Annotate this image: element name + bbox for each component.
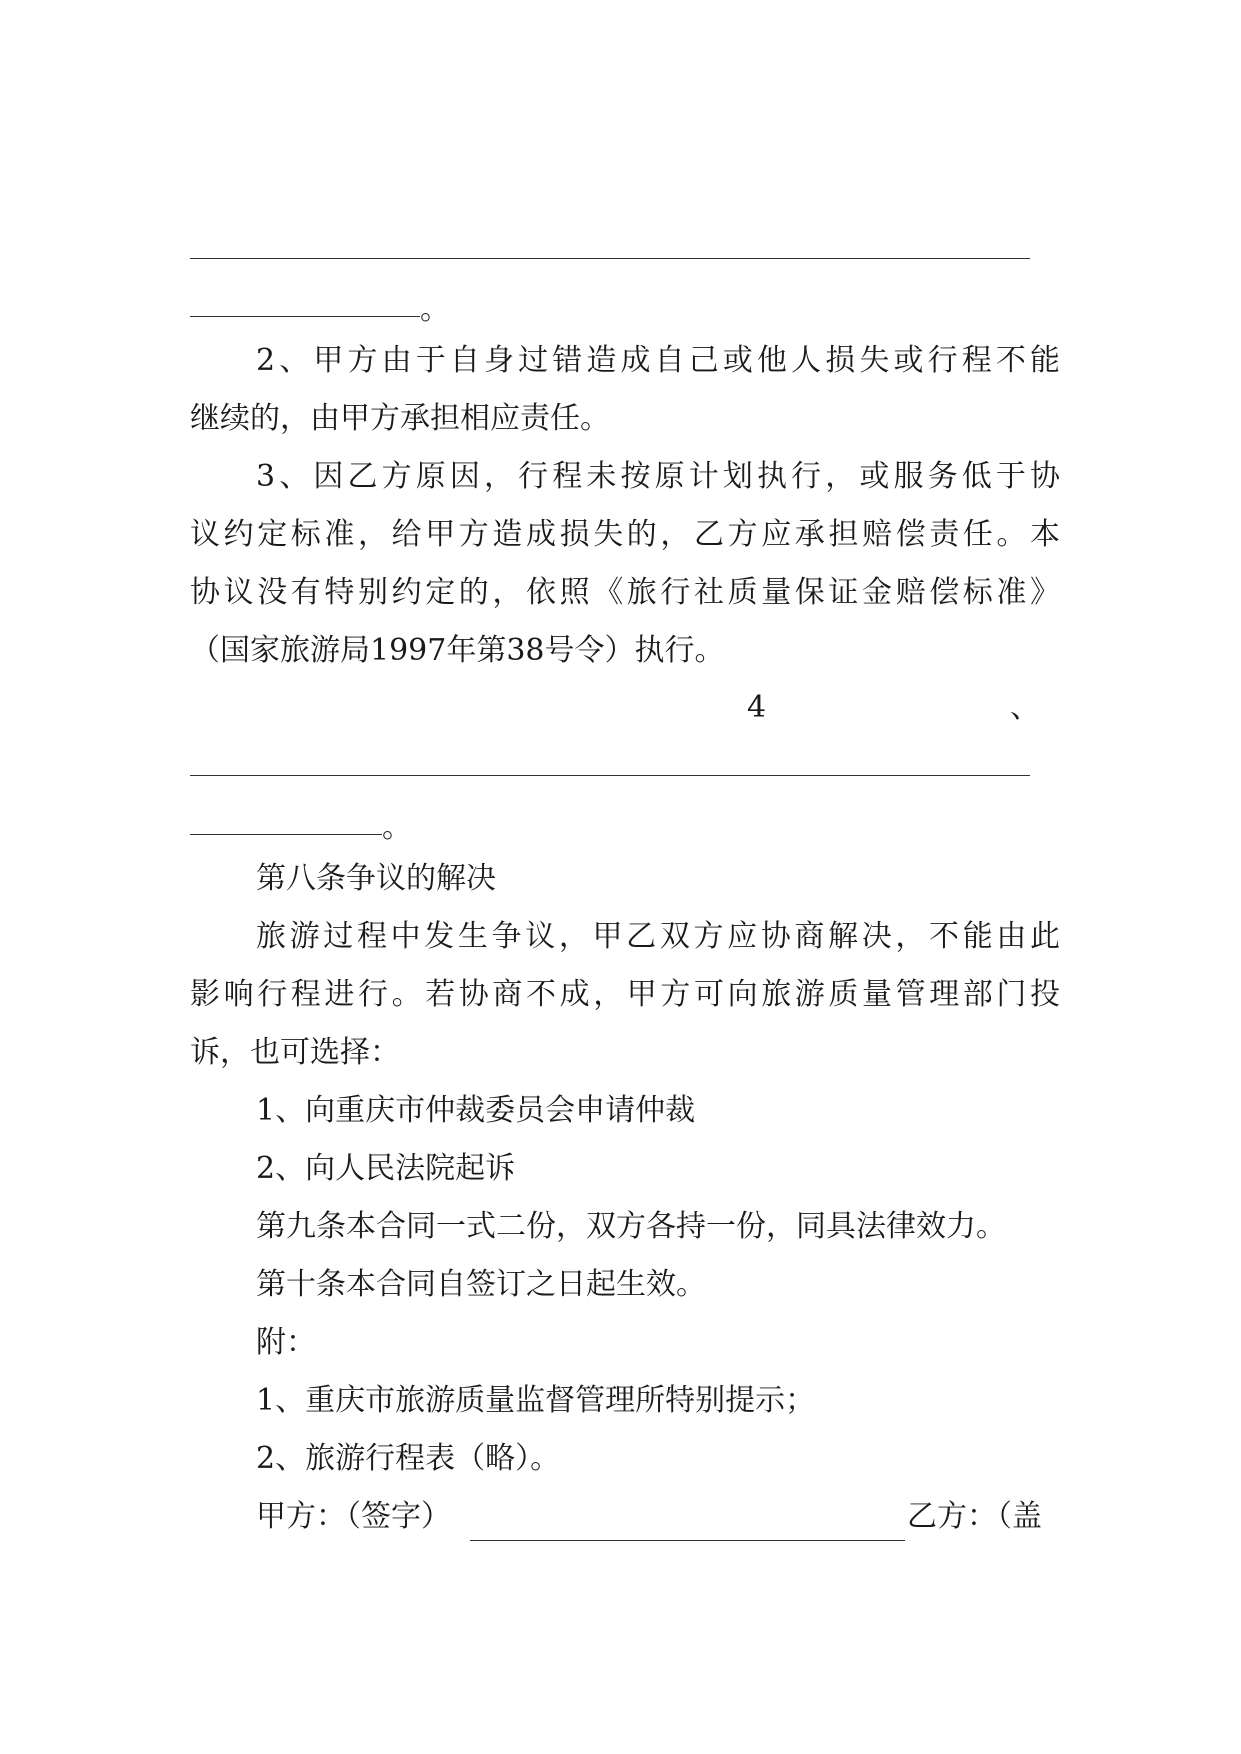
article8-line2: 影响行程进行。若协商不成，甲方可向旅游质量管理部门投 <box>190 977 1060 1012</box>
option2: 2、向人民法院起诉 <box>256 1151 516 1186</box>
item3-line3: 协议没有特别约定的，依照《旅行社质量保证金赔偿标准》 <box>190 575 1060 610</box>
appendix-item1: 1、重庆市旅游质量监督管理所特别提示； <box>256 1383 816 1418</box>
item3-line2: 议约定标准，给甲方造成损失的，乙方应承担赔偿责任。本 <box>190 517 1060 552</box>
party-b-label: 乙方：（盖 <box>907 1499 1042 1534</box>
blank-line <box>190 775 1030 776</box>
blank-line <box>190 258 1030 259</box>
article10: 第十条本合同自签订之日起生效。 <box>256 1267 706 1302</box>
blank-end-mark: 。 <box>420 292 450 327</box>
party-a-label: 甲方：（签字） <box>256 1499 451 1534</box>
item3-line4: （国家旅游局1997年第38号令）执行。 <box>190 633 725 668</box>
blank-line <box>190 316 420 317</box>
article8-line3: 诉，也可选择： <box>190 1035 400 1070</box>
appendix-item2: 2、旅游行程表（略）。 <box>256 1441 561 1476</box>
appendix-label: 附： <box>256 1325 316 1360</box>
signature-blank <box>470 1540 905 1541</box>
item3-line1: 3、因乙方原因，行程未按原计划执行，或服务低于协 <box>256 459 1060 494</box>
item2-line2: 继续的，由甲方承担相应责任。 <box>190 401 610 436</box>
blank-end-mark: 。 <box>382 810 412 845</box>
option1: 1、向重庆市仲裁委员会申请仲裁 <box>256 1093 696 1128</box>
item4-number: 4 <box>747 690 767 725</box>
item4-separator: 、 <box>1010 690 1040 725</box>
article8-line1: 旅游过程中发生争议，甲乙双方应协商解决，不能由此 <box>256 919 1060 954</box>
article8-title: 第八条争议的解决 <box>256 861 496 896</box>
item2-line1: 2、甲方由于自身过错造成自己或他人损失或行程不能 <box>256 343 1060 378</box>
blank-line <box>190 834 382 835</box>
article9: 第九条本合同一式二份，双方各持一份，同具法律效力。 <box>256 1209 1006 1244</box>
